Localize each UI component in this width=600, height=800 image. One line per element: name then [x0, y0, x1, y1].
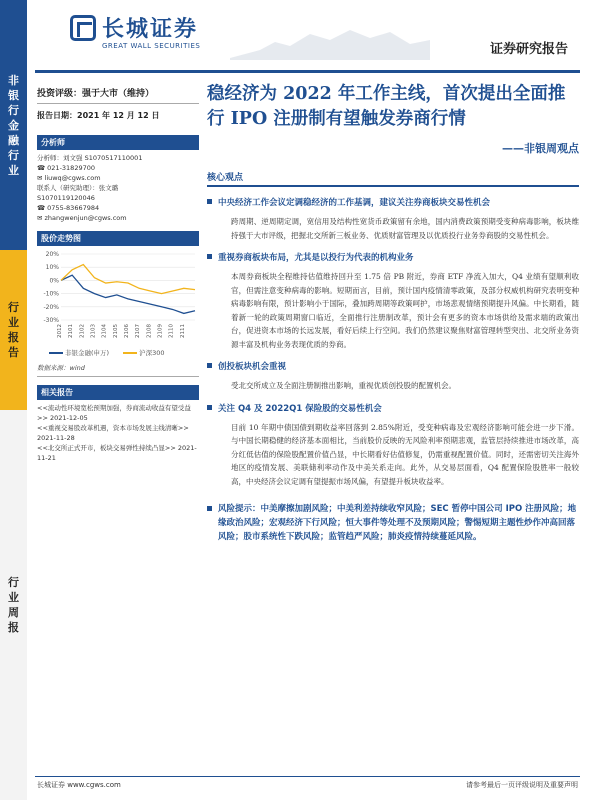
analyst-line[interactable]: ✉ zhangwenjun@cgws.com	[37, 214, 127, 222]
section-body: 本周券商板块全程维持估值维持回升至 1.75 倍 PB 附近，券商 ETF 净流入加大，Q4 业绩有望顺利收官，但需注意变种病毒的影响。短期而言，目前，预计国内疫情清零政策，及部分权威机构研究表明变种病毒影响有限，预计影响小于国际，叠加跨周期等政策呵护，市场悲观情绪预期提升风偏。中长期看，随着新一轮的政策周期窗口临近，全面推行注册制改革，预计会有更多的资本市场供给及需求端的政策出台，促进资本市场的长远发展，看好后续上行空间。我们仍然建议聚焦财富管理转型突出、北交所业务资源丰富及机构业务表现优质的券商。	[231, 272, 579, 349]
side-tab-char: 报	[8, 621, 19, 634]
x-tick-label: 2109	[157, 324, 164, 338]
analyst-line: 分析师：刘文强 S1070517110001	[37, 154, 143, 162]
main-content	[207, 82, 579, 544]
x-tick-label: 2101	[68, 324, 75, 338]
risk-warning: 风险提示：中美摩擦加剧风险；中美利差持续收窄风险；SEC 暂停中国公司 IPO 注册风险；地缘政治风险；宏观经济下行风险；恒大事件等处理不及预期风险；警惕短期主题性炒作冲高回落风险；股市系统性下跌风险；监管趋严风险；肺炎疫情持续蔓延风险。	[207, 502, 579, 544]
related-report-link[interactable]: <<重视交易股改革机遇，资本市场发展主线清晰>> 2021-11-28	[37, 424, 189, 442]
side-tab-weekly	[0, 410, 27, 800]
chart-heading: 股价走势图	[37, 231, 199, 246]
side-tab-char: 金	[8, 118, 19, 132]
price-chart-svg	[37, 248, 199, 348]
section-body: 受北交所成立及全面注册制推出影响，重视优质创投股的配置机会。	[231, 381, 456, 390]
company-logo	[70, 12, 201, 50]
x-tick-label: 2012	[57, 324, 63, 338]
series-line-0	[61, 275, 195, 313]
legend-item: 沪深300	[123, 348, 164, 357]
x-tick-label: 2104	[101, 324, 108, 338]
section-heading: 中央经济工作会议定调稳经济的工作基调，建议关注券商板块交易性机会	[207, 196, 579, 208]
side-tab-char: 告	[8, 346, 19, 359]
report-date: 报告日期：2021 年 12 月 12 日	[37, 111, 160, 120]
analyst-line: ☎ 0755-83667984	[37, 204, 100, 212]
section-heading: 重视券商板块布局，尤其是以投行为代表的机构业务	[207, 251, 579, 263]
analyst-info	[37, 150, 199, 223]
analyst-heading: 分析师	[37, 135, 199, 150]
y-tick-label: -10%	[43, 290, 59, 298]
side-tab-char: 银	[8, 88, 19, 102]
logo-name-en: GREAT WALL SECURITIES	[102, 42, 201, 50]
x-tick-label: 2110	[168, 324, 175, 338]
x-tick-label: 2111	[179, 324, 186, 338]
chart-legend	[37, 348, 199, 357]
related-report-link[interactable]: <<流动性环境宽松预期加强，券商流动收益有望受益>> 2021-12-05	[37, 404, 191, 422]
side-tab-industry	[0, 0, 27, 250]
x-tick-label: 2105	[112, 324, 119, 338]
bullet-square-icon	[207, 405, 212, 410]
bullet-square-icon	[207, 363, 212, 368]
side-tab-strip	[0, 0, 27, 800]
price-chart	[37, 248, 199, 357]
series-line-1	[61, 265, 195, 294]
x-tick-label: 2107	[135, 324, 142, 338]
data-source: 数据来源：wind	[37, 363, 199, 377]
section-body: 目前 10 年期中债国债到期收益率回落到 2.85%附近，受变种病毒及宏观经济影响可能会进一步下滑。与中国长期稳健的经济基本面相比，当前股价反映的无风险利率预期悲观，监管层持续推进市场改革，高分红低估值的保险股配置价值凸显，中长期看好估值修复，仍需重视配置价值。同时，还需密切关注海外地区的疫情发展、美联储利率动作及中美关系走向。此外，从交易层面看，Q4 配置保险股胜率一般较高，中央经济会议定调有望提振市场风偏，有望提升板块收益率。	[231, 422, 579, 486]
x-tick-label: 2106	[124, 324, 130, 338]
y-tick-label: 10%	[45, 264, 59, 272]
side-tab-char: 行	[8, 148, 19, 162]
side-tab-char: 业	[8, 316, 19, 329]
y-tick-label: -20%	[43, 303, 59, 311]
investment-rating: 投资评级：强于大市（维持）	[37, 80, 199, 104]
footer-disclaimer: 请参考最后一页评级说明及重要声明	[466, 781, 578, 789]
info-column	[37, 80, 199, 463]
analyst-line: ☎ 021-31829700	[37, 164, 95, 172]
footer-rule	[35, 776, 580, 777]
core-view-heading: 核心观点	[207, 170, 579, 187]
legend-item: 非银金融(申万)	[49, 348, 109, 357]
bullet-square-icon	[207, 506, 212, 511]
header-rule	[35, 70, 580, 73]
x-tick-label: 2102	[79, 324, 86, 338]
y-tick-label: -30%	[43, 317, 59, 324]
logo-name-cn: 长城证券	[102, 17, 199, 42]
side-tab-char: 业	[8, 163, 19, 177]
side-tab-char: 业	[8, 591, 19, 604]
side-tab-char: 周	[8, 606, 19, 619]
related-heading: 相关报告	[37, 385, 199, 400]
bullet-square-icon	[207, 254, 212, 259]
report-subtitle: ——非银周观点	[502, 142, 579, 155]
side-tab-char: 行	[8, 301, 19, 314]
x-tick-label: 2103	[90, 324, 97, 338]
related-report-link[interactable]: <<北交所正式开市，板块交易弹性持续凸显>> 2021-11-21	[37, 444, 197, 462]
analyst-line[interactable]: ✉ liuwq@cgws.com	[37, 174, 101, 182]
side-tab-char: 非	[8, 73, 19, 87]
side-tab-char: 融	[8, 133, 19, 147]
related-reports	[37, 400, 199, 463]
report-type: 证券研究报告	[489, 42, 568, 57]
report-title: 稳经济为 2022 年工作主线，首次提出全面推行 IPO 注册制有望触发券商行情	[207, 84, 566, 129]
side-tab-char: 行	[8, 103, 19, 117]
side-tab-char: 报	[8, 331, 19, 344]
x-tick-label: 2108	[146, 324, 153, 338]
analyst-line: S1070119120046	[37, 194, 95, 202]
section-heading: 关注 Q4 及 2022Q1 保险股的交易性机会	[207, 402, 579, 414]
section-body: 跨周期、逆周期定调，宽信用及结构性宽货币政策留有余地，国内消费政策预期受变种病毒影响，板块维持强于大市评级，把握北交所新三板业务、优质财富管理及以优质投行业务券商股的交易性机会。	[231, 217, 579, 240]
footer-url[interactable]: 长城证券 www.cgws.com	[37, 781, 121, 789]
analyst-line: 联系人（研究助理）：张文璐	[37, 184, 119, 192]
great-wall-skyline-icon	[230, 20, 430, 60]
y-tick-label: 0%	[49, 277, 59, 285]
logo-mark-icon	[70, 15, 96, 41]
side-tab-char: 行	[8, 576, 19, 589]
y-tick-label: 20%	[45, 251, 59, 258]
section-heading: 创投板块机会重视	[207, 360, 579, 372]
side-tab-report	[0, 250, 27, 410]
bullet-square-icon	[207, 199, 212, 204]
